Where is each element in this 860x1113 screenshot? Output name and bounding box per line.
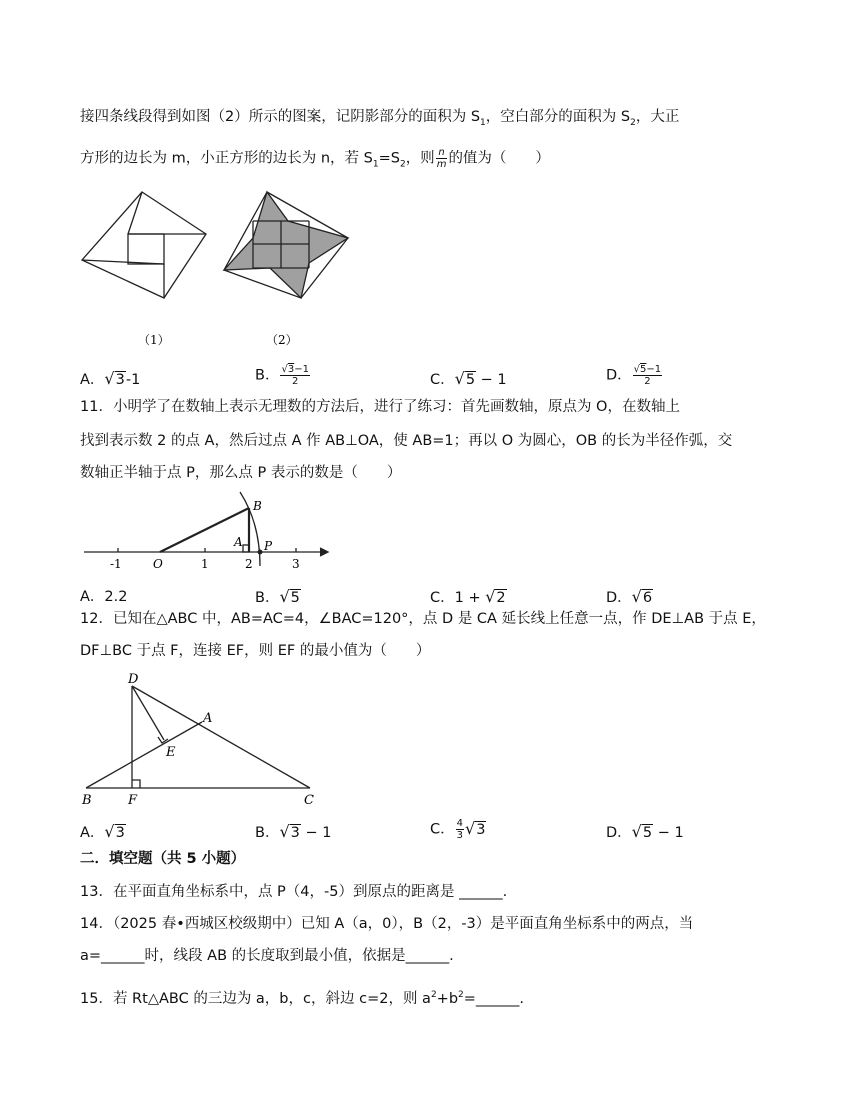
label-P: P	[264, 539, 273, 553]
figure-2	[224, 192, 348, 298]
segment-BA	[86, 722, 202, 788]
label-D: D	[128, 672, 139, 687]
sqrt-body: 5	[640, 364, 647, 375]
q14-line1: 14．（2025 春•西城区校级期中）已知 A（a，0），B（2，-3）是平面直角坐标系中的两点，当	[80, 916, 694, 932]
sqrt-body: 6	[642, 590, 653, 606]
frac-num: √3−1	[281, 364, 309, 375]
sqrt-body: 2	[496, 590, 506, 606]
sqrt: √3	[465, 818, 486, 838]
q10-option-d	[606, 364, 663, 387]
frac-num: √5−1	[633, 364, 662, 375]
sup-2a: 2	[430, 990, 437, 1000]
q12-triangle-figure	[80, 670, 330, 810]
segment-DE	[132, 686, 164, 740]
sub-s2b: 2	[399, 159, 406, 170]
q11-option-b	[255, 587, 301, 608]
num-tail: −1	[294, 364, 309, 375]
q15-text-b: +b	[436, 990, 459, 1007]
right-angle-mark-F	[132, 780, 140, 788]
frac-num: n	[436, 147, 448, 159]
fraction	[633, 364, 663, 387]
q10-line2-b: ，则	[405, 150, 435, 167]
q11-line3: 数轴正半轴于点 P，那么点 P 表示的数是（ ）	[80, 465, 402, 481]
sqrt-body: 5	[290, 590, 300, 606]
label-A: A	[203, 711, 213, 726]
sqrt: √3	[279, 822, 300, 841]
label-O: O	[153, 557, 163, 571]
q10-line2-a: 方形的边长为 m，小正方形的边长为 n，若 S	[80, 150, 373, 167]
q10-line1-mid: ，空白部分的面积为 S	[485, 109, 631, 125]
opt-d-letter: D．	[606, 825, 632, 841]
fraction-n-over-m	[436, 147, 448, 170]
q10-line2	[80, 147, 550, 174]
q12-option-c	[430, 818, 486, 841]
tick-label-neg1: -1	[110, 557, 122, 571]
q10-line2-eq: =S	[378, 150, 400, 167]
fraction	[456, 818, 464, 841]
tick-label-1: 1	[201, 557, 209, 571]
q12-option-d	[606, 822, 684, 843]
sub-s2: 2	[630, 117, 636, 128]
sub-s1: 1	[480, 117, 486, 128]
q15-text-a: 15．若 Rt△ABC 的三边为 a，b，c，斜边 c=2，则 a	[80, 990, 431, 1007]
tick-label-2: 2	[245, 557, 253, 571]
q10-line1	[80, 107, 679, 133]
fig1-outer-square	[82, 192, 206, 298]
sup-2b: 2	[458, 990, 464, 1000]
opt-c-letter: C．1 +	[430, 590, 486, 606]
sqrt-body: 5	[642, 825, 653, 841]
opt-c-letter: C．	[430, 821, 455, 838]
label-E: E	[166, 745, 176, 760]
sqrt: √5	[279, 587, 300, 606]
q10-option-c	[430, 369, 507, 390]
q10-line1-text: 接四条线段得到如图（2）所示的图案，记阴影部分的面积为 S	[80, 109, 481, 125]
q11-option-d	[606, 587, 653, 608]
label-F: F	[128, 793, 138, 808]
opt-d-tail: − 1	[653, 825, 684, 841]
frac-den: 2	[644, 376, 651, 387]
sub-s1b: 1	[372, 159, 379, 170]
q11-option-c	[430, 587, 507, 608]
fig1-inner-square	[128, 234, 164, 264]
q11-option-a: A．2.2	[80, 589, 128, 605]
opt-b-letter: B．	[255, 825, 280, 841]
q10-figures	[76, 188, 356, 358]
section-title: 二．填空题（共 5 小题）	[80, 851, 246, 867]
q12-option-a	[80, 822, 126, 843]
sqrt-body: 3	[287, 364, 295, 375]
sqrt: √5	[631, 822, 653, 841]
q10-line1-end: ，大正	[635, 109, 680, 125]
fig2-shaded-region	[224, 192, 348, 298]
frac-den: 2	[292, 376, 299, 387]
tick-label-3: 3	[292, 557, 300, 571]
q11-line2: 找到表示数 2 的点 A，然后过点 A 作 AB⊥OA，使 AB=1；再以 O 为圆心，OB 的长为半径作弧，交	[80, 433, 733, 449]
sqrt: √2	[485, 587, 506, 606]
sqrt-body: 5	[465, 372, 476, 388]
label-B: B	[82, 793, 92, 808]
opt-c-tail: − 1	[476, 372, 507, 388]
sqrt-body: 3	[115, 372, 125, 388]
q11-number-line-figure	[80, 488, 340, 578]
q11-line1: 11．小明学了在数轴上表示无理数的方法后，进行了练习：首先画数轴，原点为 O，在数轴上	[80, 399, 680, 415]
point-P	[258, 550, 263, 555]
axis-arrow	[320, 548, 328, 556]
q10-option-b	[255, 364, 311, 387]
sqrt: √3	[104, 822, 125, 841]
fig2-label: （2）	[266, 333, 298, 347]
q15-text-c: =______.	[463, 990, 525, 1007]
q10-option-a	[80, 369, 140, 390]
frac-den: m	[436, 159, 447, 170]
num-tail: −1	[646, 364, 662, 375]
opt-a-tail: -1	[125, 372, 141, 388]
opt-a-letter: A．	[80, 825, 105, 841]
sqrt-body: 3	[115, 825, 125, 841]
opt-b-letter: B．	[255, 367, 280, 384]
frac-den: 3	[456, 830, 463, 841]
q10-line2-c: 的值为（ ）	[448, 150, 550, 167]
q12-line1: 12．已知在△ABC 中，AB=AC=4，∠BAC=120°，点 D 是 CA 延长线上任意一点，作 DE⊥AB 于点 E，	[80, 611, 766, 627]
label-B: B	[253, 499, 262, 513]
opt-d-letter: D．	[606, 367, 632, 384]
label-A: A	[234, 535, 243, 549]
sqrt: √6	[631, 587, 653, 606]
fraction	[280, 364, 310, 387]
sqrt-body: 3	[290, 825, 300, 841]
opt-c-letter: C．	[430, 372, 455, 388]
sqrt: √3	[104, 369, 125, 388]
q13-text: 13．在平面直角坐标系中，点 P（4，-5）到原点的距离是 ______.	[80, 884, 508, 900]
figure-1	[82, 192, 206, 298]
opt-b-letter: B．	[255, 590, 280, 606]
q14-line2: a=______时，线段 AB 的长度取到最小值，依据是______.	[80, 948, 454, 964]
opt-d-letter: D．	[606, 590, 632, 606]
opt-a-letter: A．	[80, 372, 105, 388]
frac-num: 4	[456, 818, 463, 829]
q12-option-b	[255, 822, 331, 843]
sqrt: √5	[454, 369, 476, 388]
opt-b-tail: − 1	[300, 825, 332, 841]
q15-text	[80, 985, 524, 1009]
q12-line2: DF⊥BC 于点 F，连接 EF，则 EF 的最小值为（ ）	[80, 643, 431, 659]
label-C: C	[304, 793, 314, 808]
fig1-label: （1）	[138, 333, 170, 347]
sqrt-body: 3	[476, 821, 486, 838]
